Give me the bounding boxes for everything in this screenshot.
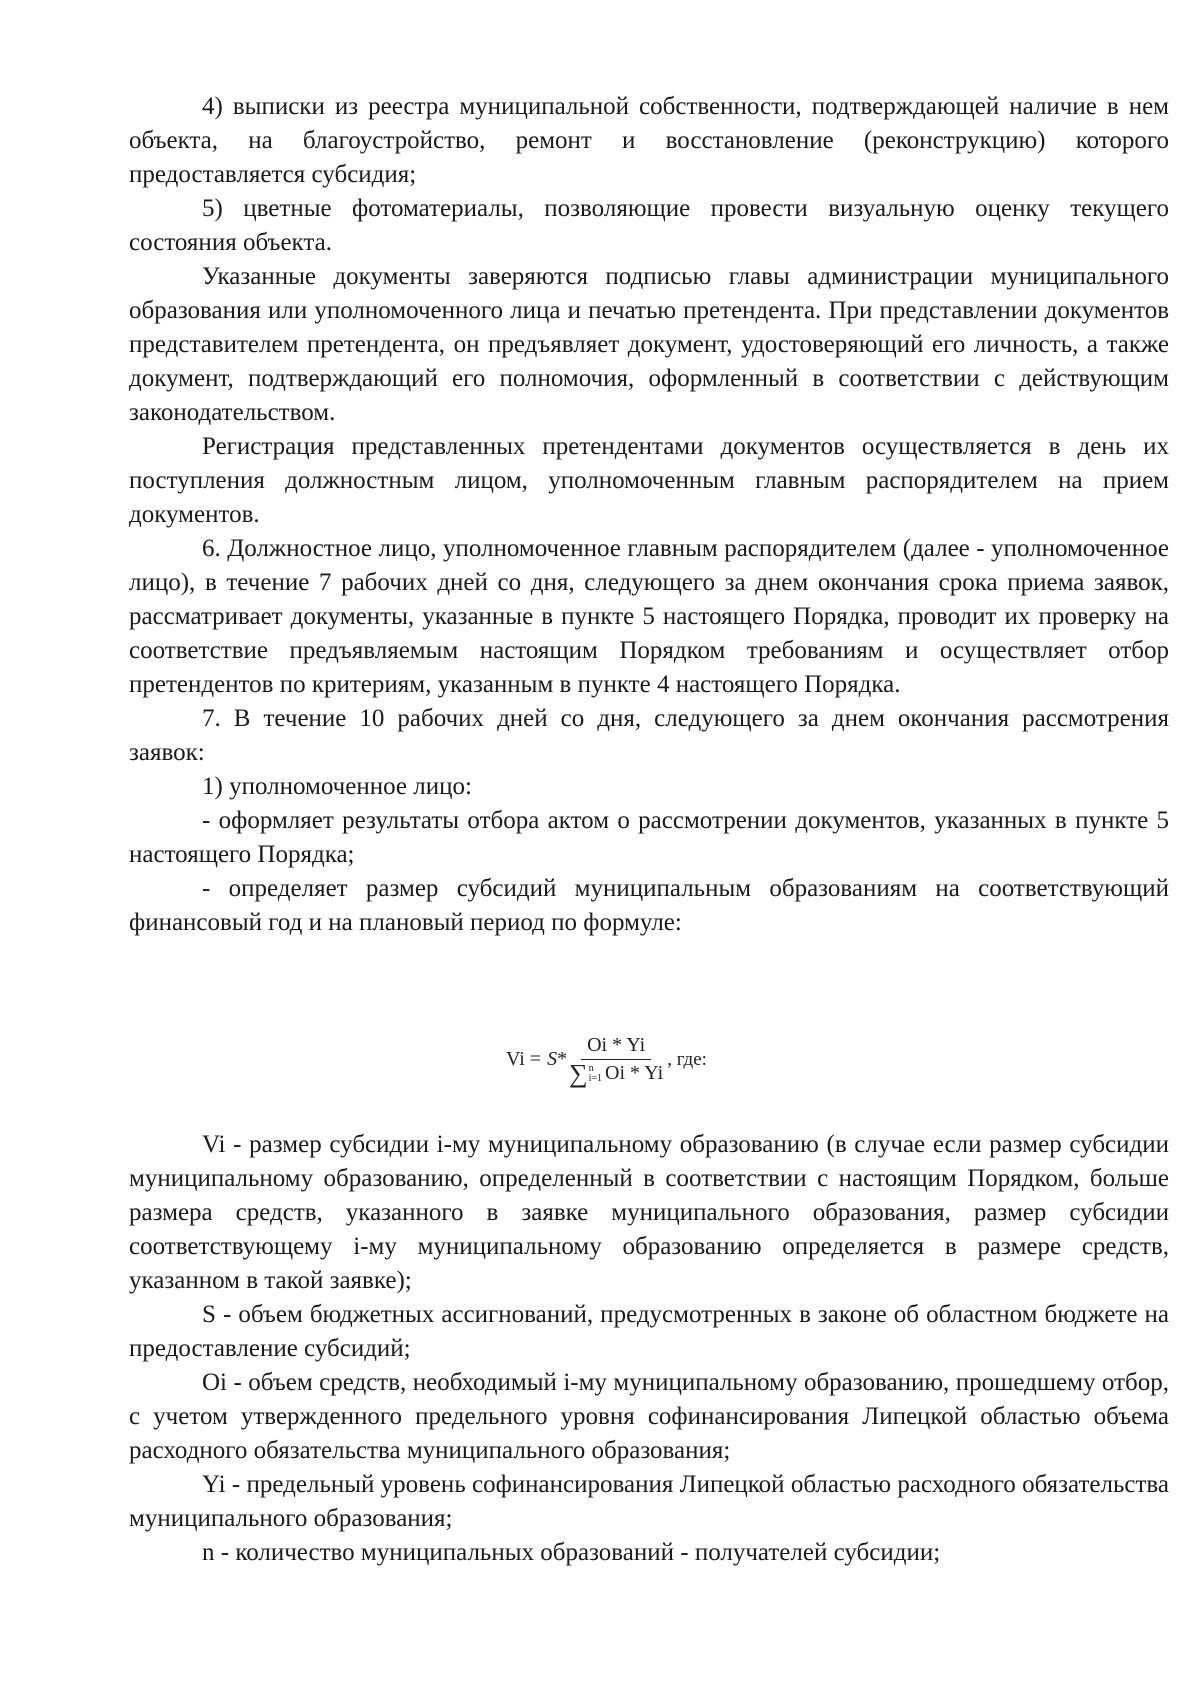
paragraph-dash-2: - определяет размер субсидий муниципальным образованиям на соответствующий финансовый год и на плановый период по формуле: [129,875,1169,936]
formula-times: * [557,1048,568,1070]
paragraph-item-4: 4) выписки из реестра муниципальной собственности, подтверждающей наличие в нем объекта, на благоустройство, ремонт и восстановление (реконструкцию) которого предоставляется субсидия; [129,93,1169,188]
document-body-bottom [129,1128,1169,1570]
document-body-top [129,90,1169,940]
formula-numerator: Oi * Yi [581,1034,651,1060]
sum-limits [589,1064,602,1084]
definition-s: S - объем бюджетных ассигнований, предусмотренных в законе об областном бюджете на предоставление субсидий; [129,1301,1169,1362]
subsidy-formula [506,1034,707,1088]
sum-symbol: ∑ [569,1058,588,1088]
definition-yi: Yi - предельный уровень софинансирования Липецкой областью расходного обязательства муниципального образования; [129,1471,1169,1532]
paragraph-dash-1: - оформляет результаты отбора актом о рассмотрении документов, указанных в пункте 5 настоящего Порядка; [129,807,1169,868]
paragraph-section-6: 6. Должностное лицо, уполномоченное главным распорядителем (далее - уполномоченное лицо), в течение 7 рабочих дней со дня, следующего за днем окончания срока приема заявок, рассматривает документы, указанные в пункте 5 настоящего Порядка, проводит их проверку на соответствие предъявляемым настоящим Порядком требованиям и осуществляет отбор претендентов по критериям, указанным в пункте 4 настоящего Порядка. [129,535,1169,698]
sum-lower-limit: i=1 [588,1072,603,1084]
formula-lhs: Vi = [506,1048,542,1070]
paragraph-section-7: 7. В течение 10 рабочих дней со дня, следующего за днем окончания рассмотрения заявок: [129,705,1169,766]
formula-where: , где: [667,1048,707,1070]
formula-fraction [569,1034,664,1088]
definition-n: n - количество муниципальных образований - получателей субсидии; [202,1539,941,1566]
paragraph-registration: Регистрация представленных претендентами документов осуществляется в день их поступления должностным лицом, уполномоченным главным распорядителем на прием документов. [129,433,1169,528]
definition-vi: Vi - размер субсидии i-му муниципальному образованию (в случае если размер субсидии муниципальному образованию, определенный в соответствии с настоящим Порядком, больше размера средств, указанного в заявке муниципального образования, размер субсидии соответствующему i-му муниципальному образованию определяется в размере средств, указанном в такой заявке); [129,1131,1169,1294]
paragraph-subitem-1: 1) уполномоченное лицо: [202,773,472,800]
paragraph-certification: Указанные документы заверяются подписью главы администрации муниципального образования или уполномоченного лица и печатью претендента. При представлении документов представителем претендента, он предъявляет документ, удостоверяющий его личность, а также документ, подтверждающий его полномочия, оформленный в соответствии с действующим законодательством. [129,263,1169,426]
sum-upper-limit: n [588,1062,594,1074]
formula-denominator-term: Oi * Yi [605,1062,664,1084]
formula-s: S [547,1048,558,1070]
paragraph-item-5: 5) цветные фотоматериалы, позволяющие провести визуальную оценку текущего состояния объекта. [129,195,1169,256]
definition-oi: Oi - объем средств, необходимый i-му муниципальному образованию, прошедшему отбор, с учетом утвержденного предельного уровня софинансирования Липецкой областью объема расходного обязательства муниципального образования; [129,1369,1169,1464]
formula-denominator [569,1058,664,1088]
